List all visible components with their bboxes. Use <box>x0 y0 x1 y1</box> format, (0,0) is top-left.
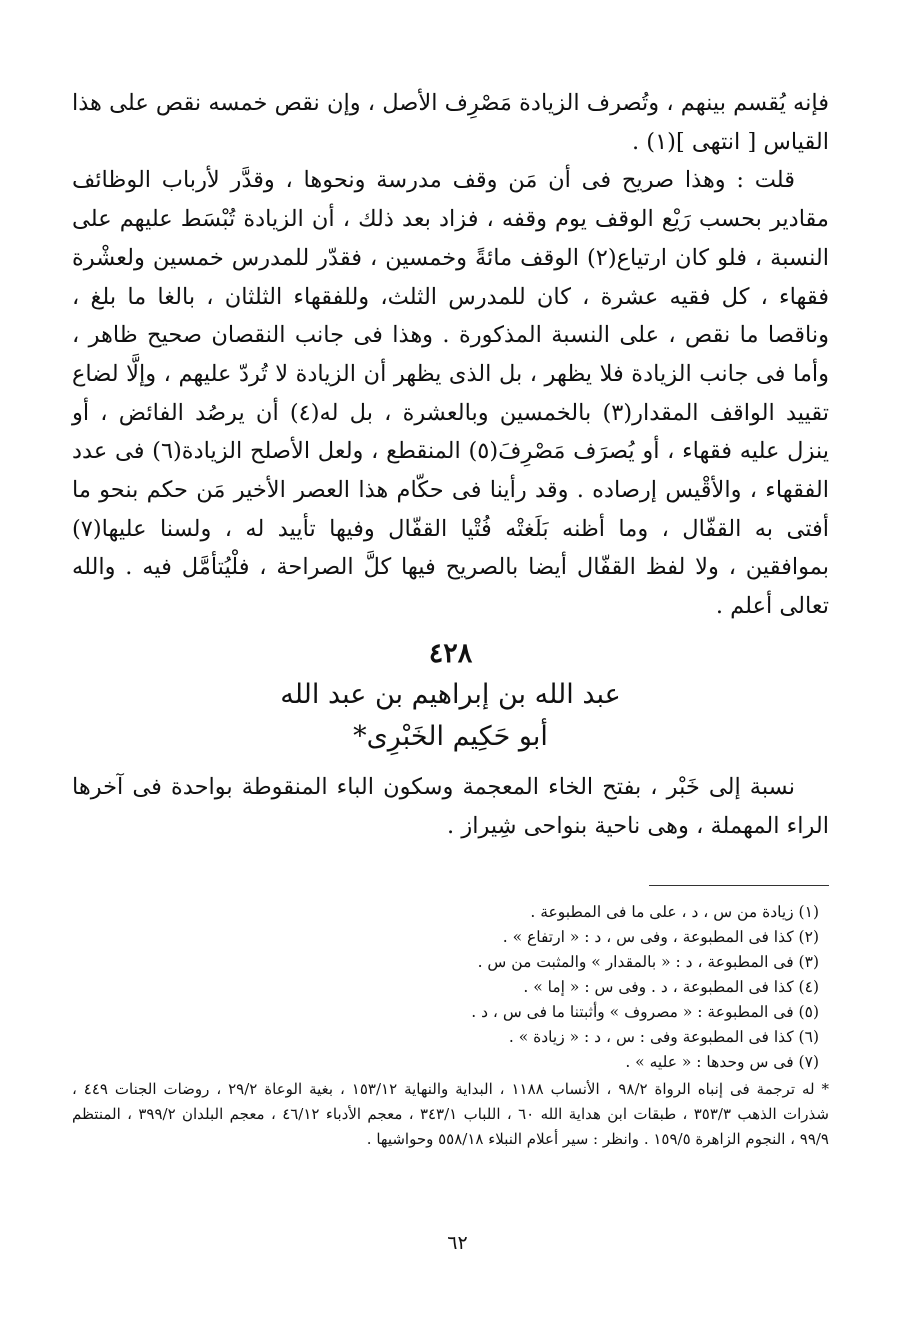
footnote-2: (٢) كذا فى المطبوعة ، وفى س ، د : « ارتفاع » . <box>502 928 819 947</box>
paragraph-continuation: فإنه يُقسم بينهم ، وتُصرف الزيادة مَصْرِف الأصل ، وإن نقص خمسه نقص على هذا القياس [ انتهى ](١) . <box>72 90 829 155</box>
nisba-explanation: نسبة إلى خَبْر ، بفتح الخاء المعجمة وسكون الباء المنقوطة بواحدة فى آخرها الراء المهملة ، وهى ناحية بنواحى شِيراز . <box>72 773 829 839</box>
footnote-4: (٤) كذا فى المطبوعة ، د . وفى س : « إما » . <box>523 978 819 997</box>
entry-number: ٤٢٨ <box>428 637 473 669</box>
entry-kunya: أبو حَكِيم الخَبْرِى* <box>353 720 548 752</box>
biography-sources-note: * له ترجمة فى إنباه الرواة ٩٨/٢ ، الأنساب ١١٨٨ ، البداية والنهاية ١٥٣/١٢ ، بغية الوعاة ٢٩/٢ ، روضات الجنات ٤٤٩ ، شذرات الذهب ٣٥٣/٣ ، طبقات ابن هداية الله ٦٠ ، اللباب ٣٤٣/١ ، معجم الأدباء ٤٦/١٢ ، معجم البلدان ٣٩٩/٢ ، المنتظم ٩٩/٩ ، النجوم الزاهرة ١٥٩/٥ . وانظر : سير أعلام النبلاء ٥٥٨/١٨ وحواشيها . <box>72 1080 829 1149</box>
footnotes <box>72 900 829 1152</box>
footnote-1: (١) زيادة من س ، د ، على ما فى المطبوعة . <box>530 903 819 922</box>
paragraph-commentary: قلت : وهذا صريح فى أن مَن وقف مدرسة ونحوها ، وقدَّر لأرباب الوظائف مقادير بحسب رَيْع الوقف يوم وقفه ، فزاد بعد ذلك ، أن الزيادة تُبْسَط عليهم على النسبة ، فلو كان ارتياع(٢) الوقف مائةً وخمسين ، فقدّر للمدرس خمسين ولعشْرة فقهاء ، كل فقيه عشرة ، كان للمدرس الثلث، وللفقهاء الثلثان ، بالغا ما بلغ ، وناقصا ما نقص ، على النسبة المذكورة . وهذا فى جانب النقصان صحيح ظاهر ، وأما فى جانب الزيادة فلا يظهر ، بل الذى يظهر أن الزيادة لا تُردّ عليهم ، وإلَّا لضاع تقييد الواقف المقدار(٣) بالخمسين وبالعشرة ، بل له(٤) أن يرصُد الفائض ، أو ينزل عليه فقهاء ، أو يُصرَف مَصْرِفَ(٥) المنقطع ، ولعل الأصلح الزيادة(٦) فى عدد الفقهاء ، والأقْيس إرصاده . وقد رأينا فى حكّام هذا العصر الأخير مَن حكم بنحو ما أفتى به القفّال ، وما أظنه بَلَغتْه فُتْيا القفّال وفيها تأييد له ، ولسنا عليها(٧) بموافقين ، ولا لفظ القفّال أيضا بالصريح فيها كلَّ الصراحة ، فلْيُتأمَّل فيه . والله تعالى أعلم . <box>72 167 829 620</box>
footnote-6: (٦) كذا فى المطبوعة وفى : س ، د : « زيادة » . <box>508 1028 819 1047</box>
footnote-7: (٧) فى س وحدها : « عليه » . <box>625 1053 819 1072</box>
footnote-3: (٣) فى المطبوعة ، د : « بالمقدار » والمثبت من س . <box>477 953 819 972</box>
main-text <box>72 84 829 626</box>
biography-heading <box>72 634 829 758</box>
footnote-divider <box>649 885 829 886</box>
entry-name: عبد الله بن إبراهيم بن عبد الله <box>280 678 621 710</box>
entry-intro <box>72 768 829 845</box>
page-number: ٦٢ <box>447 1232 468 1254</box>
footnote-5: (٥) فى المطبوعة : « مصروف » وأثبتنا ما فى س ، د . <box>471 1003 819 1022</box>
